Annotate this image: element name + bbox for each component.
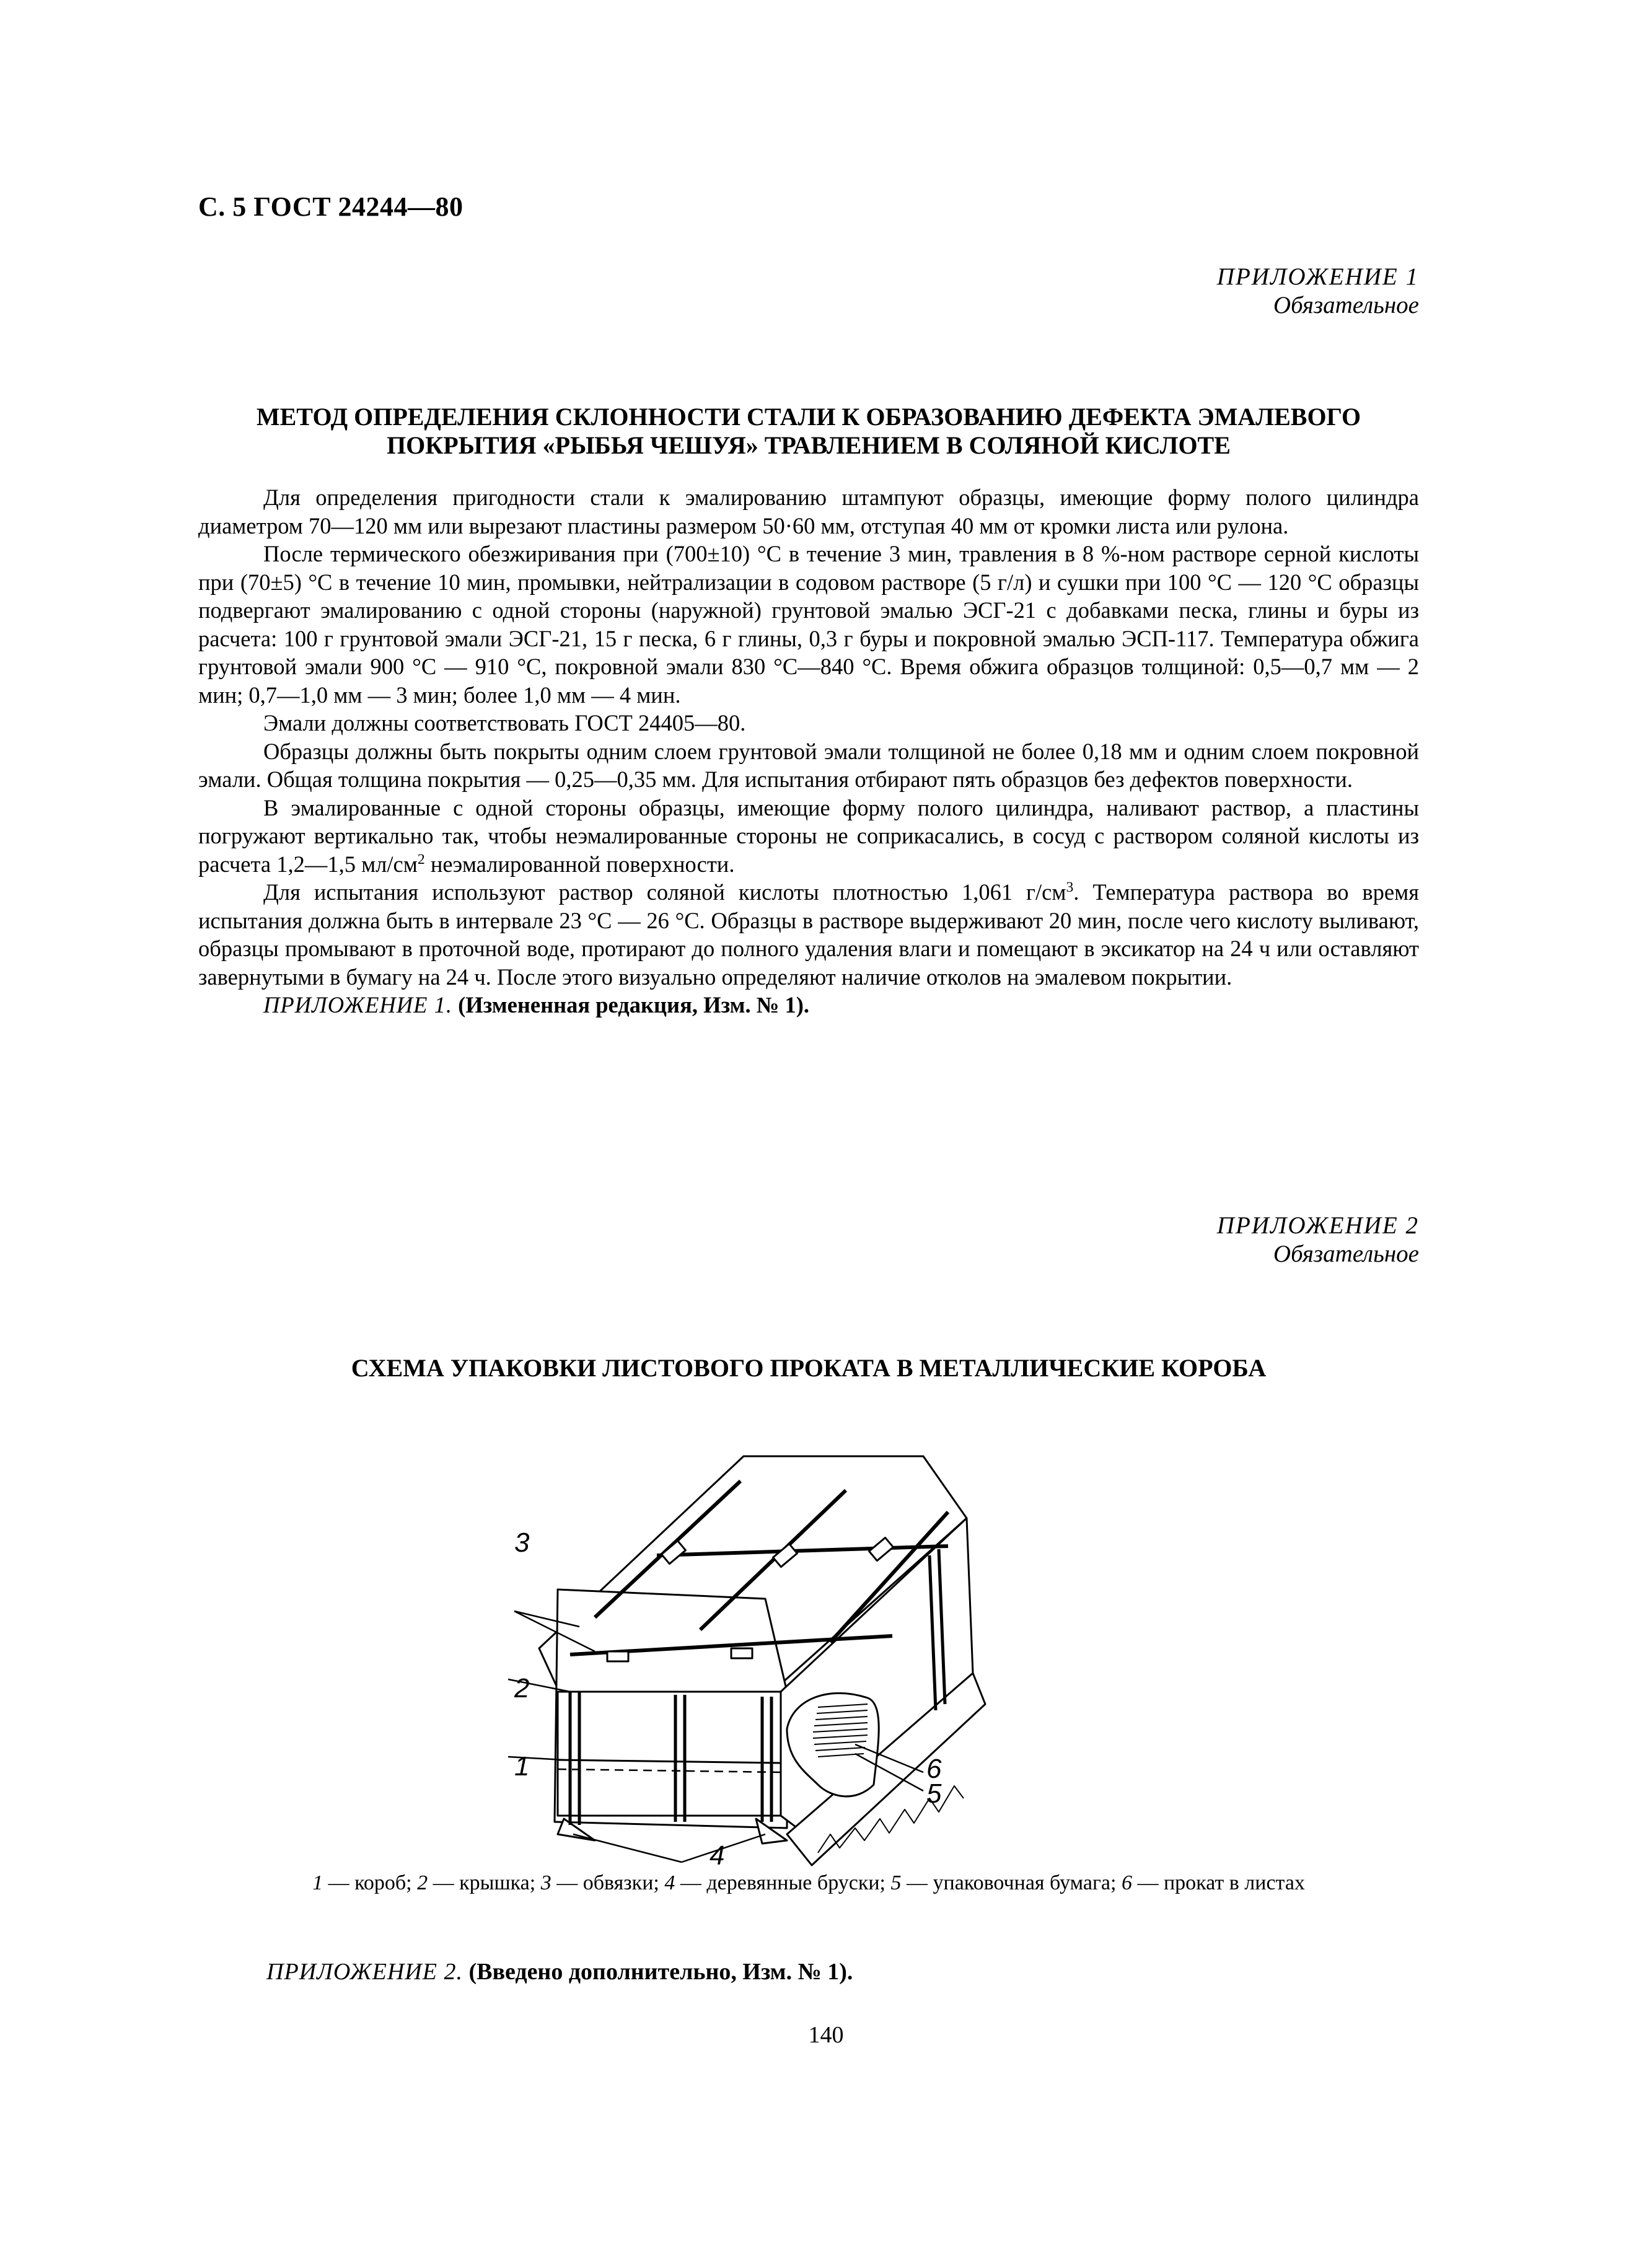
legend-text: — крышка;: [428, 1871, 541, 1894]
appendix1-title-line1: МЕТОД ОПРЕДЕЛЕНИЯ СКЛОННОСТИ СТАЛИ К ОБРАЗОВАНИЮ ДЕФЕКТА ЭМАЛЕВОГО: [256, 403, 1361, 431]
paragraph-text: неэмалированной поверхности.: [424, 851, 735, 877]
superscript: 2: [417, 851, 425, 868]
legend-num: 3: [540, 1871, 551, 1894]
legend-num: 6: [1121, 1871, 1132, 1894]
appendix2-label-block: [1217, 1211, 1419, 1268]
appendix2-label: ПРИЛОЖЕНИЕ 2: [1216, 1212, 1419, 1239]
note-label: ПРИЛОЖЕНИЕ 1.: [263, 992, 452, 1018]
callout-1: 1: [514, 1751, 530, 1782]
appendix1-title-line2: ПОКРЫТИЯ «РЫБЬЯ ЧЕШУЯ» ТРАВЛЕНИЕМ В СОЛЯНОЙ КИСЛОТЕ: [387, 431, 1231, 459]
appendix2-status: Обязательное: [1273, 1241, 1419, 1267]
paragraph: [198, 878, 1419, 991]
paragraph-text: . Температура раствора во время испытания должна быть в интервале 23 °С — 26 °С. Образцы в растворе выдерживают 20 мин, после чего кислоту выливают, образцы промывают в проточной воде, протирают до полного удаления влаги и помещают в эксикатор на 24 ч или оставляют завернутыми в бумагу на 24 ч. После этого визуально определяют наличие отколов на эмалевом покрытии.: [198, 879, 1419, 990]
legend-num: 5: [890, 1871, 902, 1894]
legend-text: — деревянные бруски;: [675, 1871, 891, 1894]
paragraph: Образцы должны быть покрыты одним слоем грунтовой эмали толщиной не более 0,18 мм и одним слоем покровной эмали. Общая толщина покрытия — 0,25—0,35 мм. Для испытания отбирают пять образцов без дефектов поверхности.: [198, 738, 1419, 792]
paragraph: После термического обезжиривания при (700±10) °С в течение 3 мин, травления в 8 %-ном растворе серной кислоты при (70±5) °С в течение 10 мин, промывки, нейтрализации в содовом растворе (5 г/л) и сушки при 100 °С — 120 °С образцы подвергают эмалированию с одной стороны (наружной) грунтовой эмалью ЭСГ-21 с добавками песка, глины и буры из расчета: 100 г грунтовой эмали ЭСГ-21, 15 г песка, 6 г глины, 0,3 г буры и покровной эмалью ЭСП-117. Температура обжига грунтовой эмали 900 °С — 910 °С, покровной эмали 830 °С—840 °С. Время обжига образцов толщиной: 0,5—0,7 мм — 2 мин; 0,7—1,0 мм — 3 мин; более 1,0 мм — 4 мин.: [198, 541, 1419, 708]
legend-num: 1: [312, 1871, 323, 1894]
paragraph-text: В эмалированные с одной стороны образцы, имеющие форму полого цилиндра, наливают раствор, а пластины погружают вертикально так, чтобы неэмалированные стороны не соприкасались, в сосуд с раствором соляной кислоты из расчета 1,2—1,5 мл/см: [198, 794, 1419, 877]
legend-text: — прокат в листах: [1131, 1871, 1305, 1894]
paragraph: Эмали должны соответствовать ГОСТ 24405—80.: [263, 710, 746, 736]
legend-num: 2: [417, 1871, 428, 1894]
legend-num: 4: [664, 1871, 675, 1894]
callout-5: 5: [926, 1778, 942, 1809]
note-label: ПРИЛОЖЕНИЕ 2.: [266, 1959, 463, 1985]
note-text: (Введено дополнительно, Изм. № 1).: [462, 1959, 853, 1985]
appendix2-amendment-note: [266, 1958, 853, 1985]
appendix1-body: [198, 483, 1419, 1019]
callout-2: 2: [514, 1673, 530, 1703]
legend-text: — короб;: [323, 1871, 418, 1894]
appendix1-label-block: [1217, 263, 1419, 320]
page-number: 140: [808, 2022, 844, 2048]
legend-text: — обвязки;: [551, 1871, 665, 1894]
callout-4: 4: [710, 1840, 725, 1871]
callout-6: 6: [926, 1754, 942, 1784]
legend-text: — упаковочная бумага;: [901, 1871, 1122, 1894]
paragraph: [198, 794, 1419, 879]
note-text: (Измененная редакция, Изм. № 1).: [452, 992, 810, 1018]
paragraph: Для определения пригодности стали к эмалированию штампуют образцы, имеющие форму полого цилиндра диаметром 70—120 мм или вырезают пластины размером 50·60 мм, отступая 40 мм от кромки листа или рулона.: [198, 485, 1419, 538]
appendix1-label: ПРИЛОЖЕНИЕ 1: [1216, 263, 1419, 290]
page-header: С. 5 ГОСТ 24244—80: [198, 191, 464, 222]
appendix1-title: [198, 403, 1419, 460]
superscript: 3: [1066, 879, 1074, 895]
figure-callouts: [496, 1407, 1115, 1878]
paragraph-text: Для испытания используют раствор соляной кислоты плотностью 1,061 г/см: [263, 879, 1066, 905]
appendix2-title: СХЕМА УПАКОВКИ ЛИСТОВОГО ПРОКАТА В МЕТАЛЛИЧЕСКИЕ КОРОБА: [351, 1354, 1267, 1382]
appendix1-status: Обязательное: [1273, 292, 1419, 319]
figure-legend: [198, 1871, 1419, 1895]
appendix1-amendment-note: [198, 991, 1419, 1019]
callout-3: 3: [514, 1528, 530, 1558]
